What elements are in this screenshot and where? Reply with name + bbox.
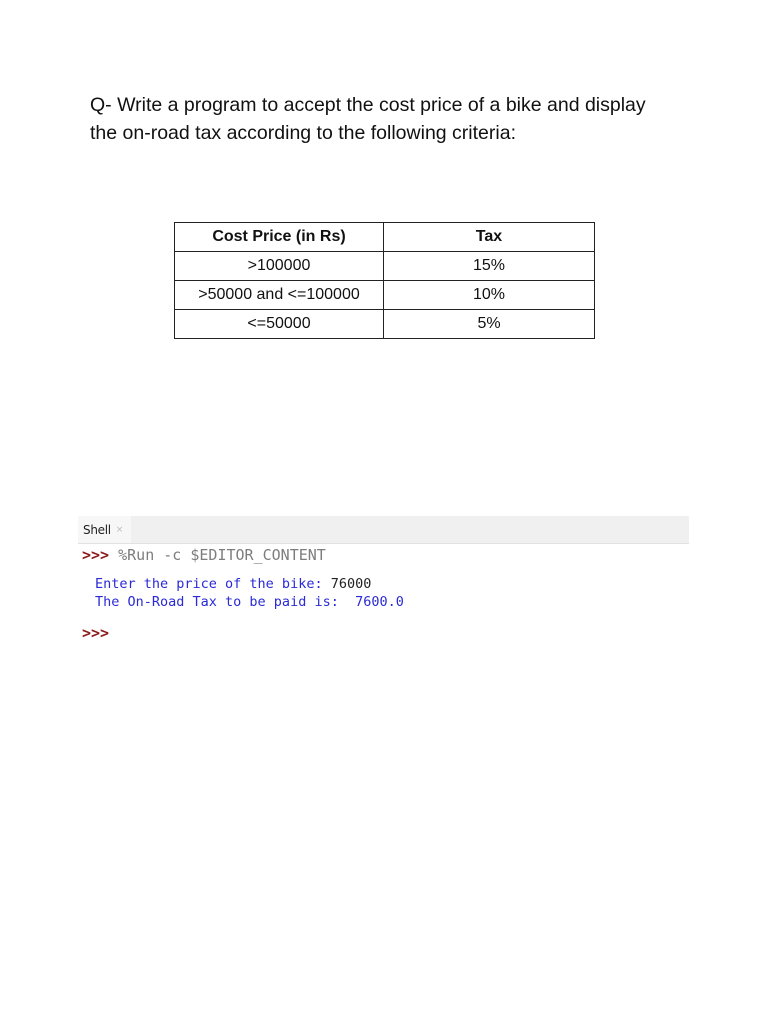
shell-command: %Run -c $EDITOR_CONTENT bbox=[109, 546, 326, 564]
table-header-row bbox=[175, 223, 595, 252]
question-line-1: Q- Write a program to accept the cost price of a bike and display bbox=[90, 94, 646, 116]
cost-price-cell: <=50000 bbox=[175, 310, 384, 339]
cost-price-cell: >50000 and <=100000 bbox=[175, 281, 384, 310]
question-text bbox=[90, 91, 700, 147]
header-tax: Tax bbox=[384, 223, 595, 252]
shell-tab-label: Shell bbox=[83, 522, 111, 537]
close-icon[interactable]: × bbox=[115, 524, 124, 535]
shell-input-line[interactable] bbox=[82, 623, 109, 643]
tax-cell: 10% bbox=[384, 281, 595, 310]
question-line-2: the on-road tax according to the following criteria: bbox=[90, 122, 516, 144]
output-label: Enter the price of the bike: bbox=[95, 576, 331, 592]
output-value: 7600.0 bbox=[355, 594, 404, 610]
tax-criteria-table bbox=[174, 222, 595, 339]
table-row bbox=[175, 252, 595, 281]
output-value: 76000 bbox=[330, 576, 372, 592]
shell-output-line bbox=[95, 593, 404, 611]
tax-cell: 15% bbox=[384, 252, 595, 281]
shell-tab-bar bbox=[78, 516, 689, 544]
tax-cell: 5% bbox=[384, 310, 595, 339]
shell-command-line bbox=[82, 545, 326, 565]
table-row bbox=[175, 310, 595, 339]
shell-panel bbox=[78, 516, 689, 648]
table-row bbox=[175, 281, 595, 310]
shell-prompt: >>> bbox=[82, 546, 110, 564]
shell-output-line bbox=[95, 575, 371, 593]
shell-prompt: >>> bbox=[82, 624, 110, 642]
header-cost-price: Cost Price (in Rs) bbox=[175, 223, 384, 252]
tab-shell[interactable] bbox=[78, 516, 131, 543]
cost-price-cell: >100000 bbox=[175, 252, 384, 281]
output-label: The On-Road Tax to be paid is: bbox=[95, 594, 356, 610]
